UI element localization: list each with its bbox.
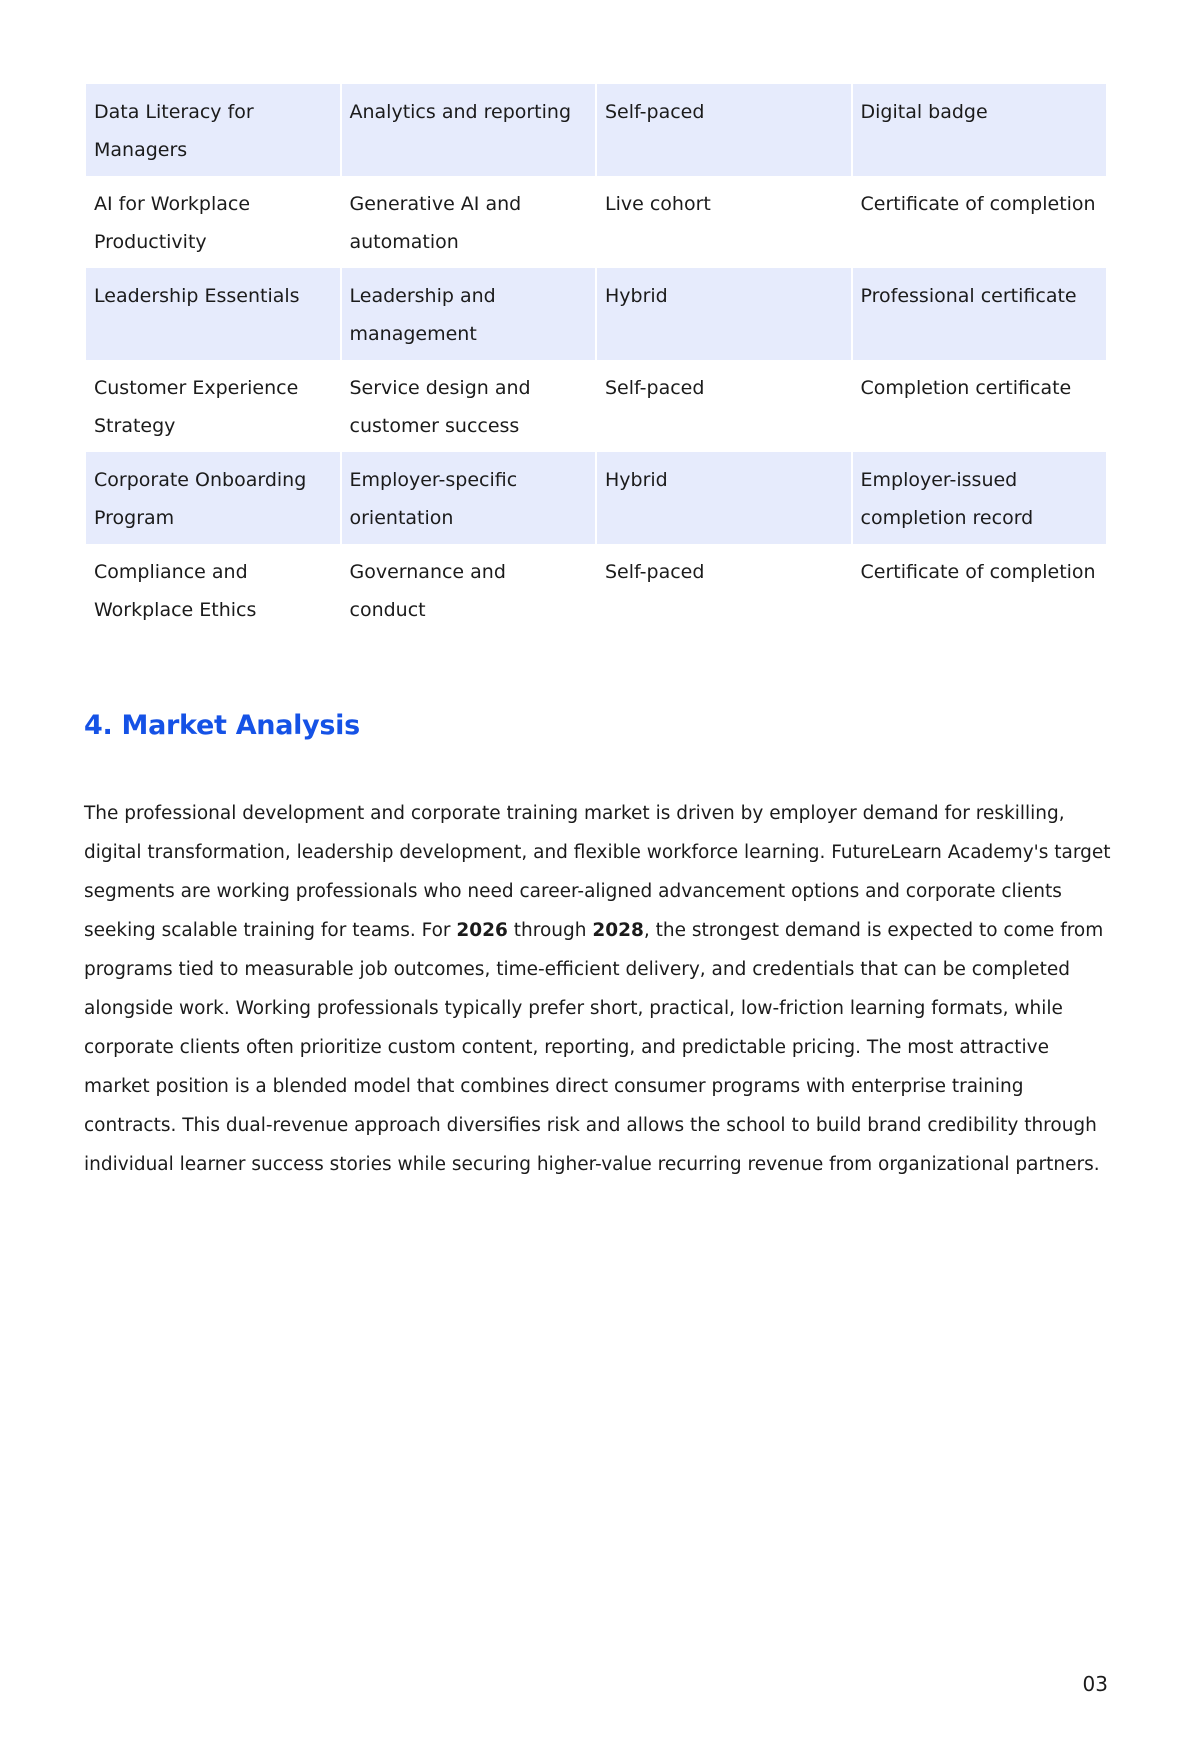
credential-cell: Professional certificate: [853, 268, 1107, 360]
program-name-cell: Customer Experience Strategy: [86, 360, 340, 452]
program-name-cell: Corporate Onboarding Program: [86, 452, 340, 544]
focus-area-cell: Analytics and reporting: [342, 84, 596, 176]
credential-cell: Employer-issued completion record: [853, 452, 1107, 544]
focus-area-cell: Leadership and management: [342, 268, 596, 360]
delivery-format-cell: Self-paced: [597, 360, 851, 452]
year-start: 2026: [456, 920, 508, 941]
paragraph-text: , the strongest demand is expected to come from programs tied to measurable job outcomes, time-efficient delivery, and credentials that can be completed alongside work. Working professionals typically prefer short, practical, low-friction learning formats, while corporate clients often prioritize custom content, reporting, and predictable pricing. The most attractive market position is a blended model that combines direct consumer programs with enterprise training contracts. This dual-revenue approach diversifies risk and allows the school to build brand credibility through individual learner success stories while securing higher-value recurring revenue from organizational partners.: [84, 920, 1104, 1175]
focus-area-cell: Service design and customer success: [342, 360, 596, 452]
delivery-format-cell: Hybrid: [597, 452, 851, 544]
program-table: [84, 84, 1108, 636]
program-name-cell: AI for Workplace Productivity: [86, 176, 340, 268]
credential-cell: Certificate of completion: [853, 176, 1107, 268]
table-row: [86, 268, 1106, 360]
table-row: [86, 176, 1106, 268]
market-analysis-paragraph: [84, 794, 1114, 1184]
program-name-cell: Compliance and Workplace Ethics: [86, 544, 340, 636]
table-row: [86, 360, 1106, 452]
paragraph-text: through: [507, 920, 593, 941]
table-row: [86, 452, 1106, 544]
program-name-cell: Leadership Essentials: [86, 268, 340, 360]
credential-cell: Certificate of completion: [853, 544, 1107, 636]
delivery-format-cell: Self-paced: [597, 544, 851, 636]
section-heading: 4. Market Analysis: [84, 710, 360, 741]
program-name-cell: Data Literacy for Managers: [86, 84, 340, 176]
page-number: 03: [1082, 1672, 1108, 1696]
focus-area-cell: Generative AI and automation: [342, 176, 596, 268]
credential-cell: Digital badge: [853, 84, 1107, 176]
delivery-format-cell: Self-paced: [597, 84, 851, 176]
delivery-format-cell: Live cohort: [597, 176, 851, 268]
focus-area-cell: Employer-specific orientation: [342, 452, 596, 544]
table-row: [86, 84, 1106, 176]
table-row: [86, 544, 1106, 636]
focus-area-cell: Governance and conduct: [342, 544, 596, 636]
credential-cell: Completion certificate: [853, 360, 1107, 452]
delivery-format-cell: Hybrid: [597, 268, 851, 360]
paragraph-text: The professional development and corporate training market is driven by employer demand for reskilling, digital transformation, leadership development, and flexible workforce learning. FutureLearn Academy's target segments are working professionals who need career-aligned advancement options and corporate clients seeking scalable training for teams. For: [84, 803, 1111, 941]
year-end: 2028: [592, 920, 644, 941]
